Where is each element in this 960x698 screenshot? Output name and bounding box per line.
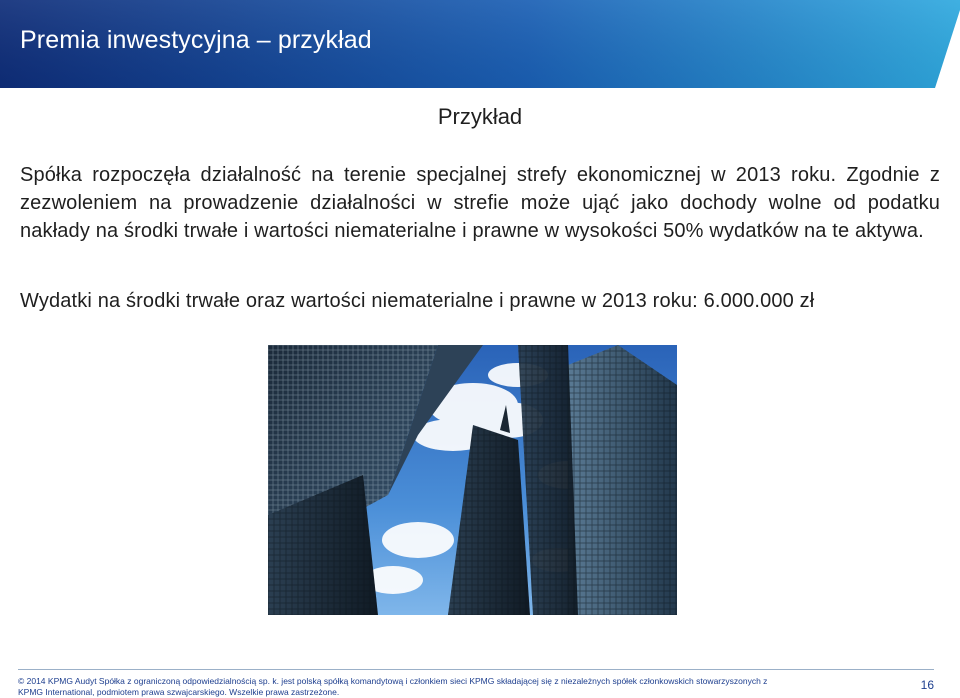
slide-title: Premia inwestycyjna – przykład bbox=[20, 26, 372, 54]
skyscrapers-photo bbox=[268, 345, 677, 615]
title-banner bbox=[0, 0, 960, 88]
footer-divider bbox=[18, 669, 934, 670]
page-number: 16 bbox=[920, 678, 934, 692]
example-description: Spółka rozpoczęła działalność na terenie specjalnej strefy ekonomicznej w 2013 roku. Zgodnie z zezwoleniem na prowadzenie działalności w strefie może ująć jako dochody wolne od podatku nakłady na środki trwałe i wartości niematerialne i prawne w wysokości 50% wydatków na te aktywa. bbox=[20, 164, 940, 242]
copyright-notice: © 2014 KPMG Audyt Spółka z ograniczoną odpowiedzialnością sp. k. jest polską spółką komandytową i członkiem sieci KPMG składającej się z niezależnych spółek członkowskich stowarzyszonych z KPMG International, podmiotem prawa szwajcarskiego. Wszelkie prawa zastrzeżone. bbox=[18, 676, 768, 697]
expenditure-statement: Wydatki na środki trwałe oraz wartości niematerialne i prawne w 2013 roku: 6.000.000 zł bbox=[20, 290, 815, 312]
section-heading: Przykład bbox=[437, 104, 523, 129]
